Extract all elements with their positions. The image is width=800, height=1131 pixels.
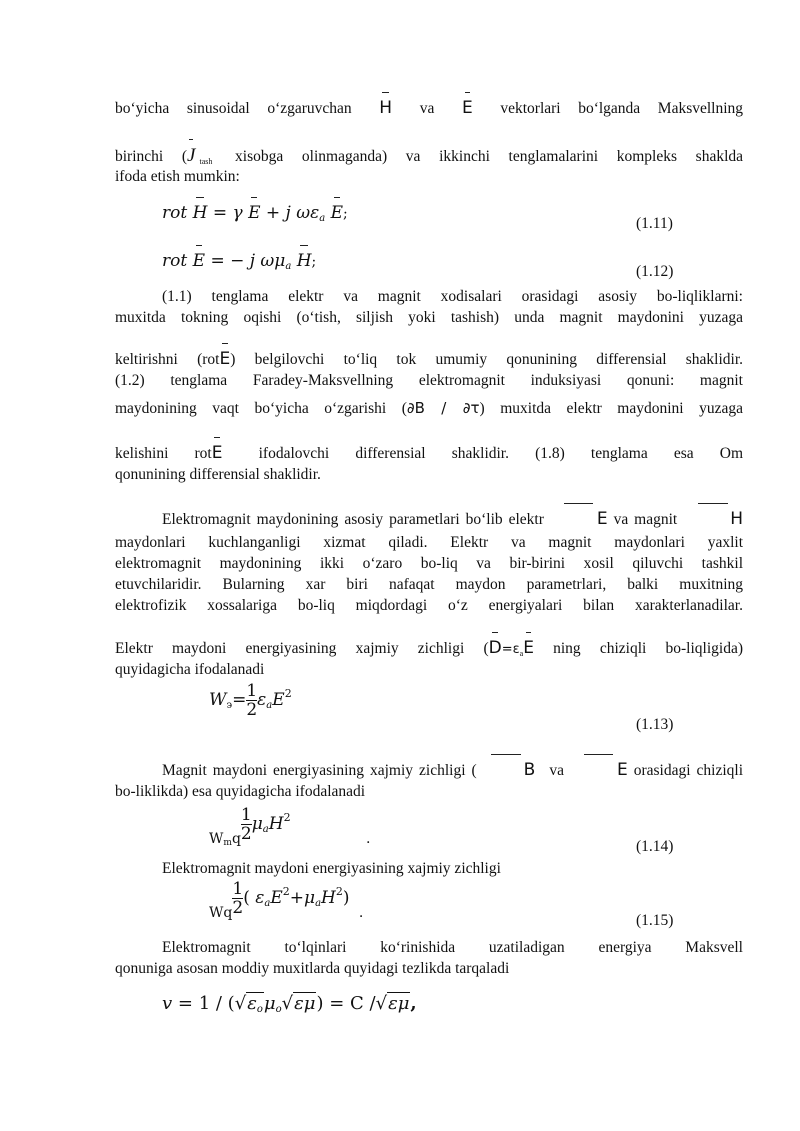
equation-1-13 bbox=[209, 682, 292, 719]
para2-line5 bbox=[115, 398, 743, 419]
eq-text: ε bbox=[247, 993, 257, 1014]
eq-text: W bbox=[209, 690, 227, 710]
subscript: o bbox=[275, 1004, 282, 1015]
eq-text: H bbox=[268, 814, 284, 834]
superscript: 2 bbox=[282, 885, 290, 898]
eq-text: H bbox=[321, 888, 336, 908]
eq-text: ε bbox=[255, 888, 265, 908]
numerator: 1 bbox=[246, 681, 258, 701]
vector-H: H bbox=[379, 98, 393, 118]
denominator: 2 bbox=[246, 700, 258, 720]
eq-text: μ bbox=[304, 888, 316, 908]
para3-line1 bbox=[115, 509, 743, 530]
para3-line3: elektromagnit maydonining ikki o‘zaro bo-liq va bir-birini xosil qiluvchi tashkil bbox=[115, 555, 743, 572]
vector-E: E bbox=[570, 760, 628, 781]
sqrt bbox=[246, 992, 264, 1014]
para2-line3 bbox=[115, 349, 743, 370]
equation-1-14 bbox=[209, 806, 370, 848]
eq-text: ( bbox=[243, 888, 250, 908]
equation-number: (1.13) bbox=[636, 716, 674, 733]
denominator: 2 bbox=[232, 898, 244, 918]
sqrt: εμ bbox=[294, 993, 316, 1014]
subscript: a bbox=[315, 898, 322, 909]
eq-text: rot bbox=[162, 203, 188, 223]
eq-text: + bbox=[289, 888, 304, 908]
text: xisobga olinmaganda) va ikkinchi tenglamalarini kompleks shaklda bbox=[235, 148, 744, 165]
eq-text: = − j ωμ bbox=[210, 251, 286, 271]
text: va bbox=[419, 100, 435, 117]
eq-text: q bbox=[231, 831, 241, 847]
para1-line1 bbox=[115, 98, 743, 119]
eq-text: = γ bbox=[212, 203, 243, 223]
eq-text: . bbox=[358, 905, 364, 921]
superscript: 2 bbox=[283, 811, 291, 824]
subscript: a bbox=[319, 213, 326, 224]
fraction bbox=[232, 880, 243, 917]
eq-text: W bbox=[209, 831, 224, 847]
denominator: 2 bbox=[240, 824, 252, 844]
eq-text: ) bbox=[342, 888, 350, 908]
text: ) belgilovchi to‘liq tok umumiy qonunining differensial shaklidir. bbox=[230, 351, 743, 368]
eq-text: ε bbox=[257, 690, 267, 710]
eq-text: ) = C / bbox=[316, 993, 376, 1014]
vector-H: H bbox=[683, 509, 743, 530]
equation-number: (1.15) bbox=[636, 912, 674, 929]
subscript: o bbox=[256, 1004, 263, 1015]
superscript: 2 bbox=[335, 885, 343, 898]
vector-E: E bbox=[550, 509, 608, 530]
eq-text: =ε bbox=[501, 642, 520, 657]
equation-number: (1.14) bbox=[636, 838, 674, 855]
para6-line1: Elektromagnit to‘lqinlari ko‘rinishida uzatiladigan energiya Maksvell bbox=[162, 939, 743, 956]
text: orasidagi chiziqli bbox=[633, 762, 744, 779]
text: birinchi ( bbox=[115, 148, 188, 165]
superscript: 2 bbox=[284, 687, 292, 700]
para2-line1: (1.1) tenglama elektr va magnit xodisalari orasidagi asosiy bo-liqliklarni: bbox=[162, 288, 743, 305]
eq-text: + j ωε bbox=[265, 203, 320, 223]
vector-E: E bbox=[248, 203, 261, 223]
vector-J: J bbox=[187, 145, 196, 166]
comma: , bbox=[410, 993, 417, 1014]
vector-E: E bbox=[461, 98, 473, 118]
para2-line4: (1.2) tenglama Faradey-Maksvellning elektromagnit induksiyasi qonuni: magnit bbox=[115, 372, 743, 389]
text: keltirishni (rot bbox=[115, 351, 220, 368]
para2-line6 bbox=[115, 443, 743, 464]
vector-E: E bbox=[523, 638, 534, 658]
text: ifodalovchi differensial shaklidir. (1.8) tenglama esa Om bbox=[258, 445, 744, 462]
eq-text: . bbox=[366, 831, 371, 847]
vector-H: H bbox=[296, 251, 312, 271]
text: ) muxitda elektr maydonini yuzaga bbox=[479, 400, 743, 417]
equation-number: (1.12) bbox=[636, 263, 674, 280]
eq-text: μ bbox=[251, 814, 263, 834]
subscript: a bbox=[519, 649, 524, 658]
subscript: a bbox=[285, 261, 292, 272]
eq-text: v bbox=[162, 993, 173, 1014]
eq-text: E bbox=[270, 888, 283, 908]
vector-B: B bbox=[477, 760, 536, 781]
text: vektorlari bo‘lganda Maksvellning bbox=[500, 100, 744, 117]
para2-line2: muxitda tokning oqishi (o‘tish, siljish yoki tashish) unda magnit maydonini yuzaga bbox=[115, 309, 743, 326]
eq-text: = bbox=[232, 690, 247, 710]
equation-1-12 bbox=[162, 251, 316, 272]
fraction bbox=[241, 806, 252, 843]
text: ning chiziqli bo-liqligida) bbox=[553, 640, 743, 657]
eq-text: E bbox=[272, 690, 285, 710]
partial-derivative: ∂B / ∂τ bbox=[406, 399, 480, 417]
para4-line1 bbox=[115, 760, 743, 781]
para6-line2: qonuniga asosan moddiy muxitlarda quyidagi tezlikda tarqaladi bbox=[115, 960, 510, 977]
numerator: 1 bbox=[232, 879, 244, 899]
text: bo‘yicha sinusoidal o‘zgaruvchan bbox=[115, 100, 352, 117]
vector-E: E bbox=[192, 251, 206, 271]
text: kelishini rot bbox=[115, 445, 212, 462]
text: maydonining vaqt bo‘yicha o‘zgarishi ( bbox=[115, 400, 407, 417]
para3-line7: quyidagicha ifodalanadi bbox=[115, 661, 265, 678]
para4-line2: bo-liklikda) esa quyidagicha ifodalanadi bbox=[115, 783, 366, 800]
text: Elektromagnit maydonining asosiy parametlari bo‘lib elektr bbox=[162, 511, 544, 528]
eq-text: = 1 / ( bbox=[177, 993, 235, 1014]
subscript: tash bbox=[199, 157, 213, 166]
equation-1-15 bbox=[209, 880, 363, 921]
eq-text: Wq bbox=[209, 905, 233, 921]
sqrt: εμ bbox=[388, 993, 410, 1014]
para3-line4: etuvchilaridir. Bularning xar biri nafaqat maydon parametrlari, balki muxitning bbox=[115, 576, 743, 593]
vector-E: E bbox=[330, 203, 343, 223]
equation-number: (1.11) bbox=[636, 215, 673, 232]
subscript: э bbox=[226, 700, 233, 711]
vector-E: E bbox=[219, 349, 231, 369]
text: va bbox=[549, 762, 564, 779]
subscript: m bbox=[223, 838, 232, 848]
eq-text: rot bbox=[162, 251, 188, 271]
fraction bbox=[246, 682, 257, 719]
para3-line2: maydonlari kuchlanganligi xizmat qiladi. Elektr va magnit maydonlari yaxlit bbox=[115, 534, 743, 551]
numerator: 1 bbox=[240, 805, 252, 825]
vector-E: E bbox=[211, 443, 223, 463]
vector-H: H bbox=[192, 203, 208, 223]
subscript: a bbox=[266, 700, 273, 711]
para2-line7: qonunining differensial shaklidir. bbox=[115, 466, 321, 483]
para3-line5: elektrofizik xossalariga bo-liq miqdordagi o‘z energiyalari bilan xarakterlanadilar. bbox=[115, 597, 743, 614]
equation-velocity: $v = 1 / (√\varepsilon_o\mu_o√\varepsilon\mu) = C$ /√εμ, bbox=[162, 993, 417, 1015]
vector-D: D bbox=[488, 638, 502, 658]
subscript: a bbox=[262, 824, 269, 835]
para1-line3: ifoda etish mumkin: bbox=[115, 168, 240, 185]
semicolon: ; bbox=[343, 206, 348, 222]
subscript: a bbox=[264, 898, 271, 909]
text: va magnit bbox=[613, 511, 678, 528]
text: Elektr maydoni energiyasining xajmiy zichligi ( bbox=[115, 640, 489, 657]
eq-text: μ bbox=[263, 993, 276, 1014]
equation-1-11 bbox=[162, 203, 348, 224]
text: Magnit maydoni energiyasining xajmiy zichligi ( bbox=[162, 762, 477, 779]
semicolon: ; bbox=[311, 254, 317, 270]
para5-line1: Elektromagnit maydoni energiyasining xajmiy zichligi bbox=[162, 860, 501, 877]
